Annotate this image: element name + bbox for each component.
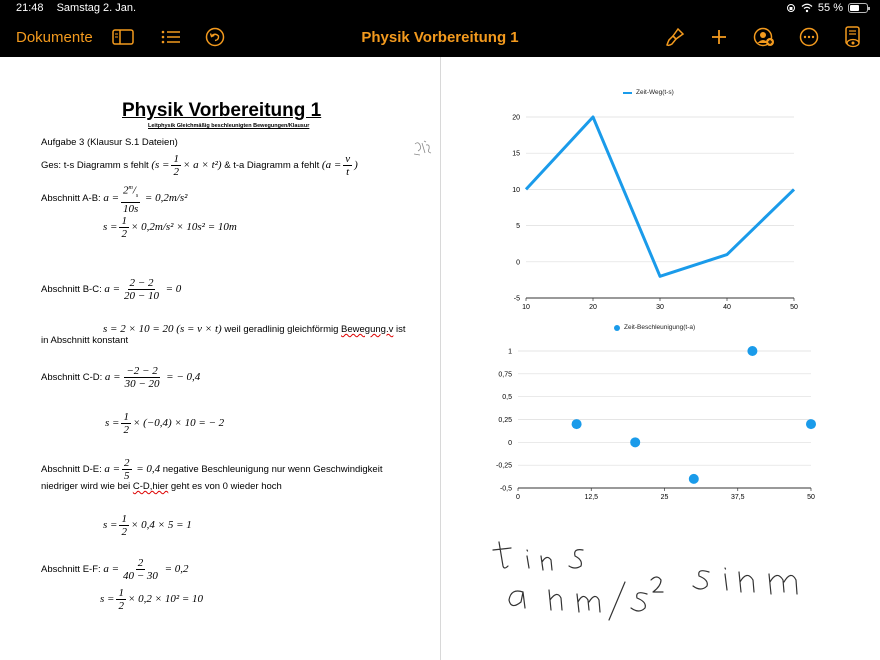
y-tick-label: 0,25: [498, 417, 512, 424]
section-bc: Abschnitt B-C: a = $\frac{2 - 2}{20 - 10}$ = 0: [41, 277, 182, 302]
reading-view-button[interactable]: [838, 17, 868, 57]
undo-button[interactable]: [200, 17, 230, 57]
line-chart-svg: [441, 85, 880, 315]
battery-icon: [848, 3, 868, 13]
documents-button[interactable]: Dokumente: [16, 28, 93, 46]
ges-line: Ges: t-s Diagramm s fehlt (s = $\frac{1}{2}$ × a × t²) & t-a Diagramm a fehlt (a = $\frac{v}{t}$ ): [41, 153, 358, 178]
sidebar-icon: [112, 29, 134, 45]
list-icon: [161, 29, 181, 45]
x-tick-label: 25: [660, 494, 669, 501]
ab-label: Abschnitt A-B:: [41, 192, 101, 204]
battery-percent: 55 %: [817, 2, 843, 14]
scatter-point: [747, 346, 757, 356]
x-tick-label: 37,5: [730, 494, 745, 501]
y-tick-label: -5: [513, 295, 520, 303]
de-distance: s = $\frac{1}{2}$ × 0,4 × 5 = 1: [103, 513, 192, 538]
y-tick-label: -0,5: [499, 485, 512, 493]
status-bar: [0, 0, 880, 17]
x-tick-label: 30: [656, 304, 664, 311]
document-title: Physik Vorbereitung 1: [361, 28, 519, 46]
section-ab: Abschnitt A-B: a = $\frac{2^m/_s}{10s}$ = 0,2m/s²: [41, 182, 187, 215]
ab-distance: s = $\frac{1}{2}$ × 0,2m/s² × 10s² = 10m: [103, 215, 237, 240]
bc-distance: s = 2 × 10 = 20 (s = v × t) weil geradlinig gleichförmig Bewegung.v ist: [103, 323, 406, 335]
bc-line2: in Abschnitt konstant: [41, 335, 129, 346]
undo-icon: [205, 27, 225, 47]
document-heading: Physik Vorbereitung 1: [122, 100, 322, 121]
battery-fill: [850, 5, 859, 11]
ef-distance: s = $\frac{1}{2}$ × 0,2 × 10² = 10: [100, 587, 204, 612]
scatter-point: [630, 437, 640, 447]
rotation-lock-icon: [786, 3, 796, 13]
cd-distance: s = $\frac{1}{2}$ × (−0,4) × 10 = − 2: [105, 411, 225, 436]
scatter-point: [806, 419, 816, 429]
scatter-chart-t-a[interactable]: [441, 320, 880, 510]
y-tick-label: 0: [508, 439, 512, 447]
line-chart-t-s[interactable]: [441, 85, 880, 315]
de-line2: niedriger wird wie bei C-D,hier geht es von 0 wieder hoch: [41, 481, 282, 492]
scatter-point: [689, 474, 699, 484]
y-tick-label: 0: [516, 259, 520, 267]
x-tick-label: 50: [790, 304, 798, 311]
scatter-chart-legend-label: Zeit-Beschleunigung(t-a): [624, 324, 696, 331]
x-tick-label: 12,5: [584, 494, 599, 501]
task-line: Aufgabe 3 (Klausur S.1 Dateien): [41, 137, 178, 148]
scatter-point: [572, 419, 582, 429]
section-cd: Abschnitt C-D: a = $\frac{-2 - 2}{30 - 20}$ = − 0,4: [41, 365, 201, 390]
x-tick-label: 0: [516, 494, 520, 501]
y-tick-label: -0,25: [496, 462, 512, 470]
toolbar: [0, 17, 880, 57]
status-date: Samstag 2. Jan.: [56, 2, 137, 14]
y-tick-label: 15: [512, 150, 520, 158]
insert-button[interactable]: [704, 17, 734, 57]
y-tick-label: 10: [512, 186, 520, 194]
handwritten-notes[interactable]: [441, 530, 880, 630]
y-tick-label: 5: [516, 223, 520, 231]
scatter-chart-svg: [441, 320, 880, 510]
y-tick-label: 0,75: [498, 371, 512, 379]
format-button[interactable]: [660, 17, 690, 57]
section-de: Abschnitt D-E: a = $\frac{2}{5}$ = 0,4 negative Beschleunigung nur wenn Geschwindigkeit: [41, 457, 383, 482]
reading-view-icon: [844, 26, 862, 48]
y-tick-label: 20: [512, 114, 520, 122]
collaborate-button[interactable]: [748, 17, 778, 57]
line-chart-legend-label: Zeit-Weg(t-s): [636, 89, 674, 96]
more-icon: [799, 27, 819, 47]
scribble-mark: [412, 139, 434, 157]
ges-middle: & t-a Diagramm a fehlt: [224, 160, 320, 172]
status-time: 21:48: [16, 2, 44, 14]
y-tick-label: 0,5: [502, 394, 512, 402]
x-tick-label: 40: [723, 304, 731, 311]
x-tick-label: 50: [807, 494, 815, 501]
plus-icon: [710, 28, 728, 46]
ges-prefix: Ges: t-s Diagramm s fehlt: [41, 160, 149, 172]
x-tick-label: 20: [589, 304, 597, 311]
x-tick-label: 10: [522, 304, 530, 311]
series-line: [526, 117, 794, 276]
section-ef: Abschnitt E-F: a = $\frac{2}{40 - 30}$ = 0,2: [41, 557, 189, 582]
ab-result: = 0,2m/s²: [144, 191, 188, 204]
document-subheading: Leitphysik Gleichmäßig beschleunigten Bewegungen/Klausur: [148, 123, 310, 129]
sidebar-toggle-button[interactable]: [108, 17, 138, 57]
paintbrush-icon: [665, 27, 685, 47]
y-tick-label: 1: [508, 348, 512, 356]
document-page[interactable]: [0, 57, 440, 660]
wifi-icon: [801, 3, 813, 13]
collaborate-icon: [751, 27, 775, 47]
outline-button[interactable]: [156, 17, 186, 57]
more-button[interactable]: [794, 17, 824, 57]
